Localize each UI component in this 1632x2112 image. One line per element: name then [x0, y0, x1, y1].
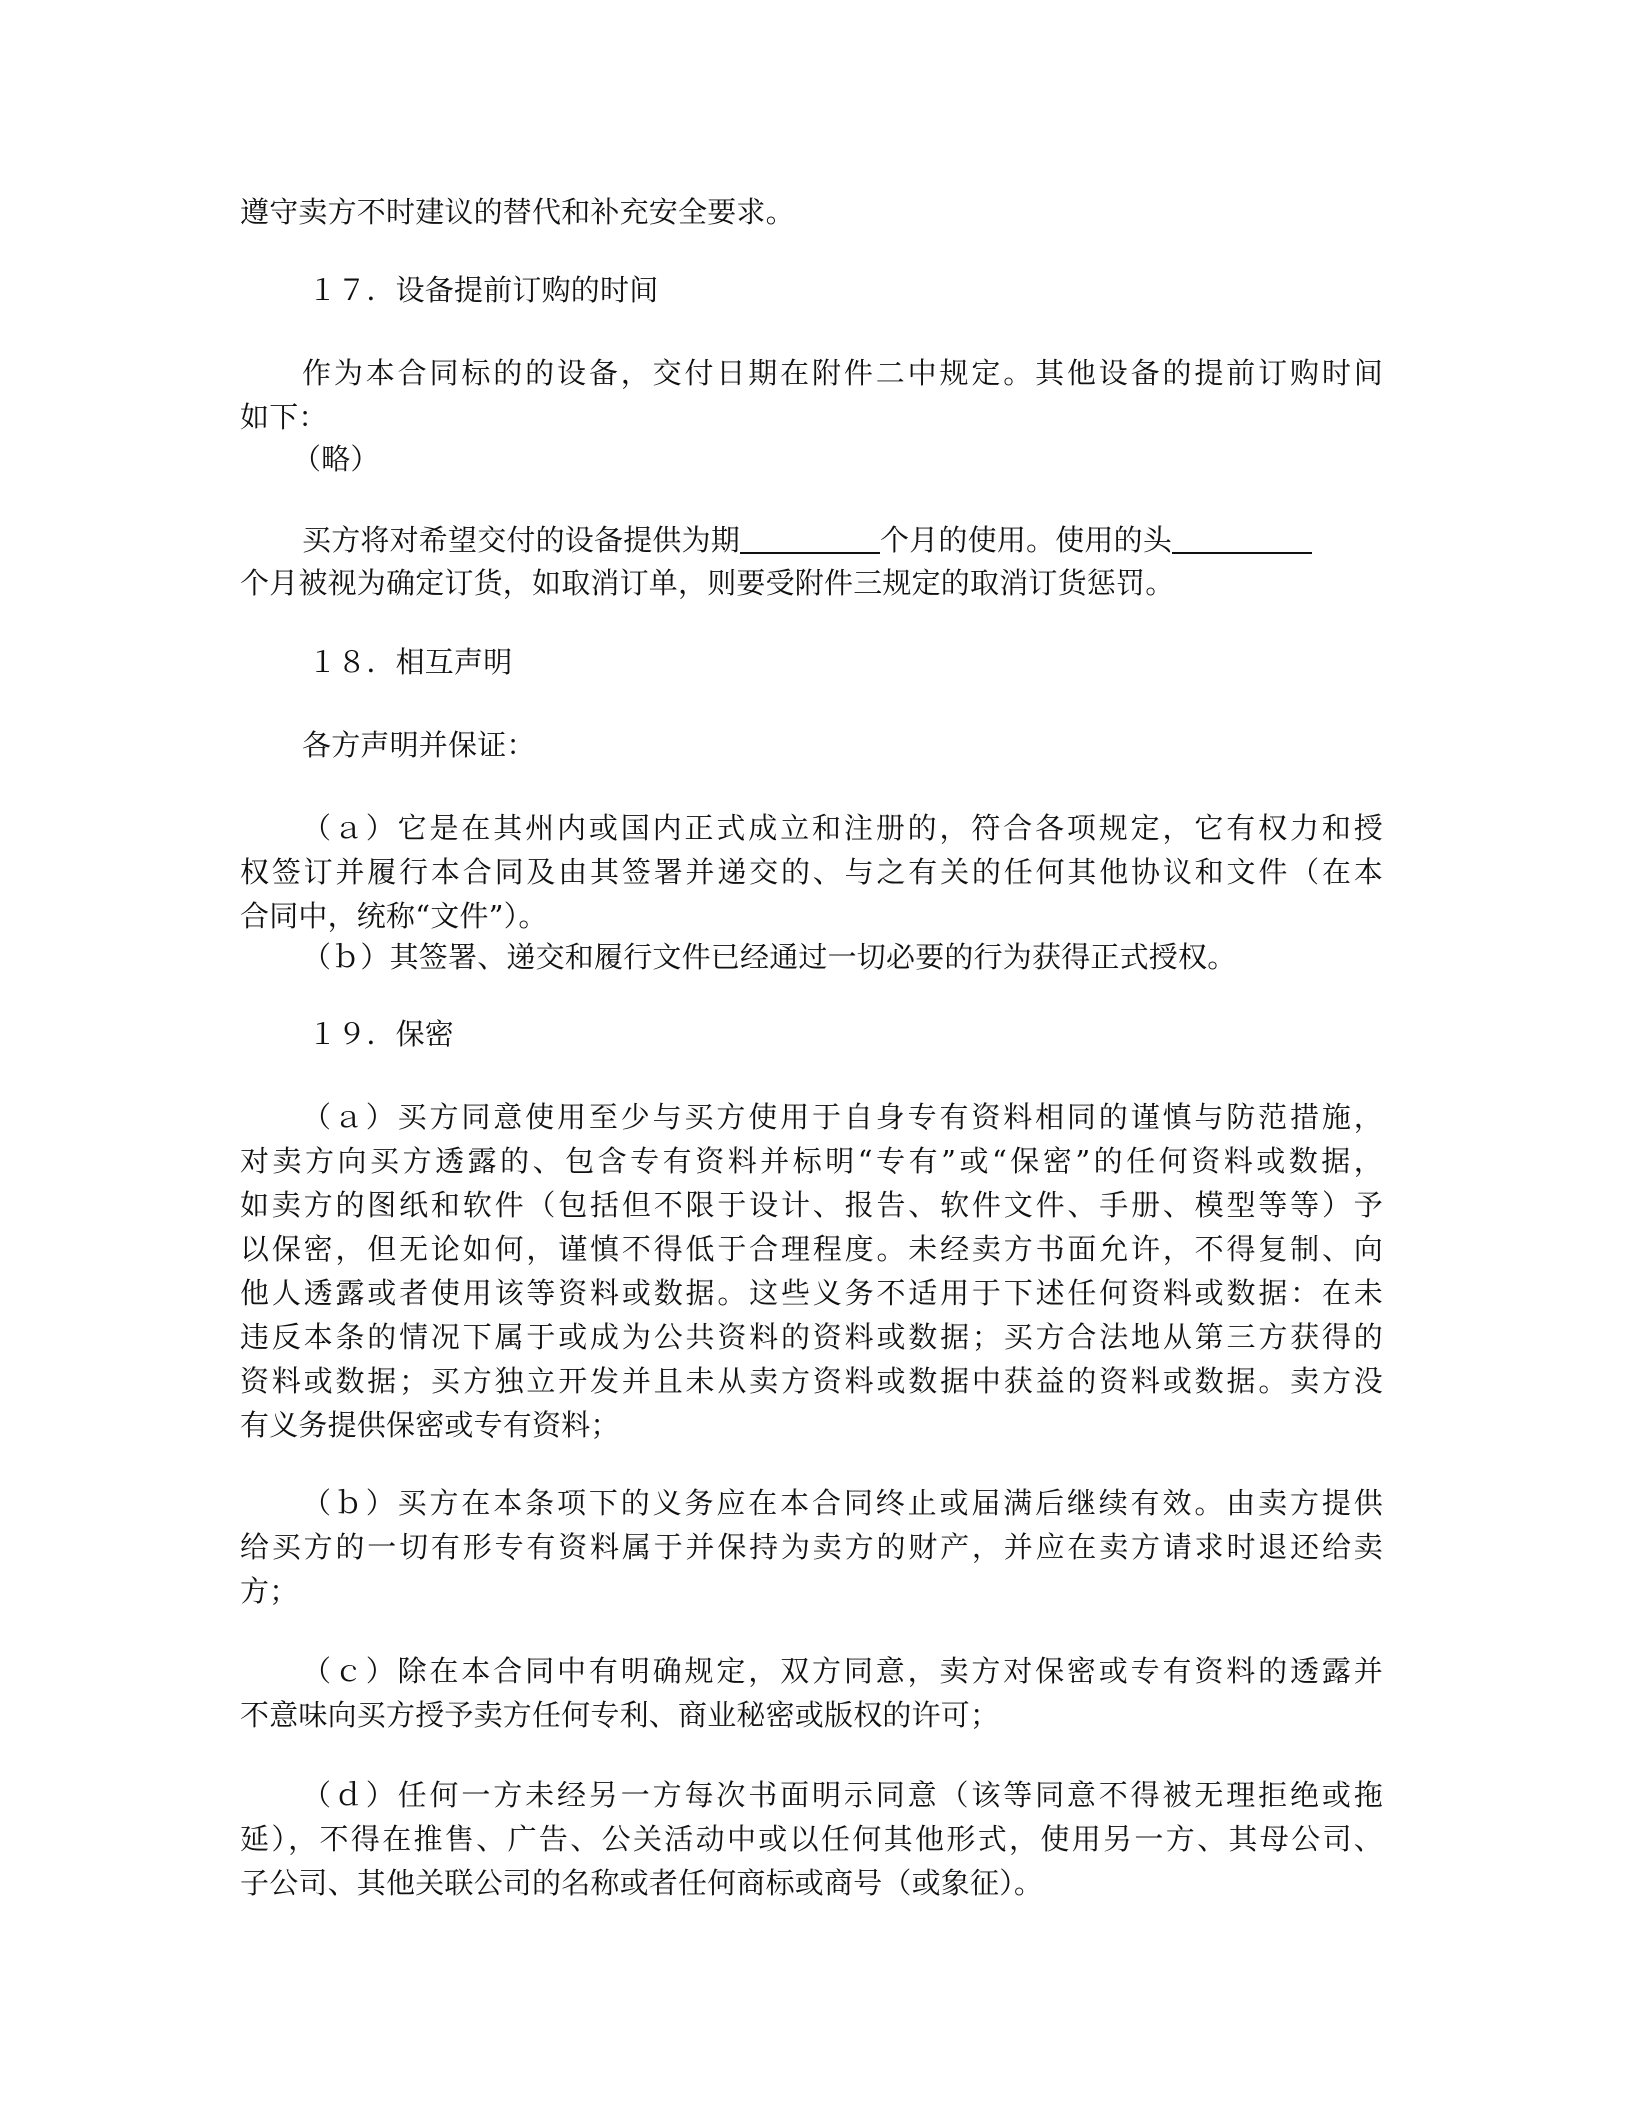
paragraph-line: 各方声明并保证：: [302, 728, 536, 762]
paragraph-line: 以保密，但无论如何，谨慎不得低于合理程度。未经卖方书面允许，不得复制、向: [240, 1232, 1383, 1266]
paragraph-line: （ａ）买方同意使用至少与买方使用于自身专有资料相同的谨慎与防范措施，: [302, 1100, 1383, 1134]
paragraph-line: （ｄ）任何一方未经另一方每次书面明示同意（该等同意不得被无理拒绝或拖: [302, 1778, 1383, 1812]
paragraph-line: （ａ）它是在其州内或国内正式成立和注册的，符合各项规定，它有权力和授: [302, 811, 1383, 845]
paragraph-line: 不意味向买方授予卖方任何专利、商业秘密或版权的许可；: [240, 1698, 1000, 1732]
paragraph-line: 作为本合同标的的设备，交付日期在附件二中规定。其他设备的提前订购时间: [302, 356, 1383, 390]
paragraph-line: 子公司、其他关联公司的名称或者任何商标或商号（或象征）。: [240, 1866, 1044, 1900]
paragraph-line: 延），不得在推售、广告、公关活动中或以任何其他形式，使用另一方、其母公司、: [240, 1822, 1383, 1856]
paragraph-line: 如下：: [240, 400, 328, 434]
paragraph-line: 方；: [240, 1574, 299, 1608]
paragraph-line: 他人透露或者使用该等资料或数据。这些义务不适用于下述任何资料或数据：在未: [240, 1276, 1383, 1310]
paragraph-line: 资料或数据；买方独立开发并且未从卖方资料或数据中获益的资料或数据。卖方没: [240, 1364, 1383, 1398]
paragraph-line: 给买方的一切有形专有资料属于并保持为卖方的财产，并应在卖方请求时退还给卖: [240, 1530, 1383, 1564]
fill-in-blank: [1172, 522, 1312, 554]
paragraph-line: （ｂ）买方在本条项下的义务应在本合同终止或届满后继续有效。由卖方提供: [302, 1486, 1383, 1520]
paragraph-line: （ｃ）除在本合同中有明确规定，双方同意，卖方对保密或专有资料的透露并: [302, 1654, 1383, 1688]
paragraph-line: （略）: [292, 442, 380, 476]
paragraph-line: （ｂ）其签署、递交和履行文件已经通过一切必要的行为获得正式授权。: [302, 940, 1237, 974]
paragraph-line: 违反本条的情况下属于或成为公共资料的资料或数据；买方合法地从第三方获得的: [240, 1320, 1383, 1354]
paragraph-text: 个月的使用。使用的头: [880, 523, 1173, 557]
paragraph-line: 合同中，统称“文件”）。: [240, 899, 548, 933]
paragraph-line: 如卖方的图纸和软件（包括但不限于设计、报告、软件文件、手册、模型等等）予: [240, 1188, 1383, 1222]
section-heading-17: １７．设备提前订购的时间: [308, 273, 659, 307]
paragraph-line: 遵守卖方不时建议的替代和补充安全要求。: [240, 195, 795, 229]
paragraph-line-with-blanks: [302, 518, 1312, 562]
paragraph-text: 买方将对希望交付的设备提供为期: [302, 523, 741, 557]
paragraph-line: 对卖方向买方透露的、包含专有资料并标明“专有”或“保密”的任何资料或数据，: [240, 1144, 1383, 1178]
section-heading-18: １８．相互声明: [308, 645, 513, 679]
fill-in-blank: [740, 522, 880, 554]
paragraph-line: 有义务提供保密或专有资料；: [240, 1408, 620, 1442]
paragraph-line: 个月被视为确定订货，如取消订单，则要受附件三规定的取消订货惩罚。: [240, 566, 1175, 600]
paragraph-line: 权签订并履行本合同及由其签署并递交的、与之有关的任何其他协议和文件（在本: [240, 855, 1383, 889]
section-heading-19: １９．保密: [308, 1017, 455, 1051]
